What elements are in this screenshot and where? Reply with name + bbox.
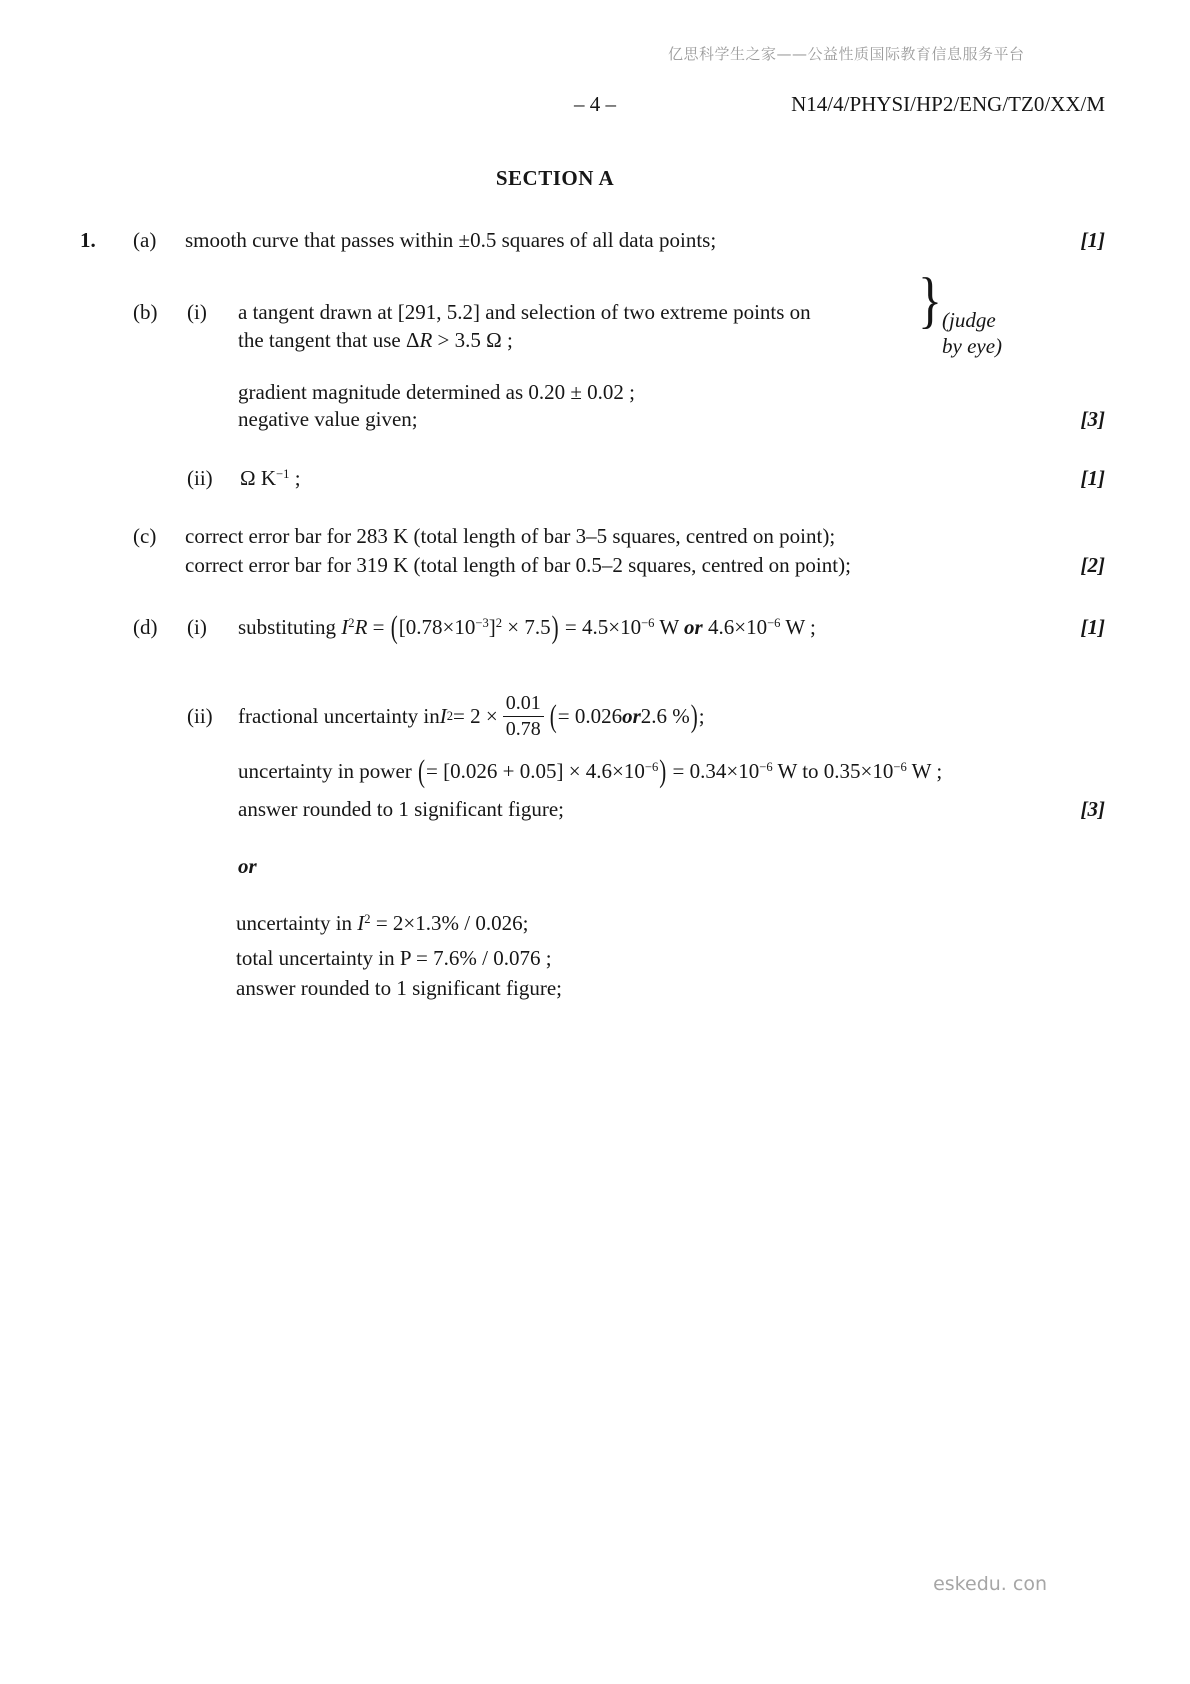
- fraction-numerator: 0.01: [503, 692, 544, 716]
- judge-note-line2: by eye): [942, 334, 1003, 358]
- part-d-label: (d): [133, 615, 158, 639]
- judge-note-line1: (judge: [942, 308, 996, 332]
- part-b-i-line1-row: [0, 298, 1190, 326]
- mark-d-ii: [3]: [1080, 797, 1105, 821]
- power-uncertainty-line: uncertainty in power (= $[0.026 + 0.05] \times 4.6\times 10^{-6}) = 0.34\times 10^{-6}$ W to $0.35\times 10^{-6}$ W ;: [238, 757, 942, 785]
- current-variable: I: [357, 911, 365, 935]
- judge-brace: }: [918, 264, 942, 335]
- page-number: – 4 –: [574, 92, 616, 116]
- open-paren: (: [390, 609, 398, 645]
- judge-note: [942, 307, 1002, 359]
- fractional-uncertainty-line: fractional uncertainty in I 2 = 2 × $\frac{0.01}{0.78}$ ( = 0.026 or 2.6 % ) ;: [238, 692, 705, 740]
- unit-answer: Ω $K^{-1}$ ;: [240, 466, 301, 490]
- section-title: SECTION A: [495, 166, 615, 190]
- watermark-text: 亿思科学生之家——公益性质国际教育信息服务平台: [668, 45, 1025, 63]
- alt-uncertainty-line: uncertainty in $I^2 = 2\times 1.3\% / 0.026$;: [236, 911, 529, 935]
- part-c-line2-row: [0, 551, 1190, 579]
- gradient-line: gradient magnitude determined as 0.20 ± 0.02 ;: [238, 380, 636, 404]
- tangent-line-1: a tangent drawn at [291, 5.2] and selection of two extreme points on: [238, 300, 811, 324]
- unit-exponent: −1: [276, 467, 290, 482]
- rounding-line: answer rounded to 1 significant figure;: [238, 797, 564, 821]
- footer-site: eskedu. con: [933, 1573, 1047, 1595]
- resistance-variable: R: [354, 615, 368, 639]
- close-paren: ): [690, 698, 698, 734]
- mark-b-i: [3]: [1080, 407, 1105, 431]
- close-paren: ): [551, 609, 559, 645]
- open-paren: (: [549, 698, 557, 734]
- or-connector: or: [622, 704, 641, 728]
- paper-code: N14/4/PHYSI/HP2/ENG/TZ0/XX/M: [791, 92, 1105, 116]
- alt-line3-row: [0, 974, 1190, 1002]
- error-bar-319-line: correct error bar for 319 K (total length of bar 0.5–2 squares, centred on point);: [185, 553, 851, 577]
- alt-total-uncertainty-line: total uncertainty in P = 7.6% / 0.076 ;: [236, 946, 552, 970]
- resistance-variable: R: [419, 328, 433, 352]
- alt-line1-row: [0, 909, 1190, 937]
- or-connector: or: [684, 615, 703, 639]
- mark-a: [1]: [1080, 228, 1105, 252]
- question-number: 1.: [80, 228, 96, 252]
- part-c-label: (c): [133, 524, 157, 548]
- fraction: [503, 692, 544, 740]
- fraction-denominator: 0.78: [505, 717, 541, 740]
- part-d-ii-line3-row: [0, 795, 1190, 823]
- or-separator-row: [0, 852, 1190, 880]
- current-variable: I: [439, 704, 447, 728]
- negative-value-line: negative value given;: [238, 407, 418, 431]
- part-d-ii-line1-row: [0, 688, 1190, 744]
- error-bar-283-line: correct error bar for 283 K (total length of bar 3–5 squares, centred on point);: [185, 524, 836, 548]
- part-d-ii-label: (ii): [187, 704, 213, 728]
- part-d-i-row: [0, 609, 1190, 645]
- gradient-row: [0, 378, 1190, 406]
- part-b-ii-row: [0, 464, 1190, 492]
- part-c-line1-row: [0, 522, 1190, 550]
- part-b-label: (b): [133, 300, 158, 324]
- part-b-i-label: (i): [187, 300, 207, 324]
- mark-b-ii: [1]: [1080, 466, 1105, 490]
- alt-rounding-line: answer rounded to 1 significant figure;: [236, 976, 562, 1000]
- substitution-line: substituting $I^2R = ([0.78\times 10^{-3}]^2 \times 7.5) = 4.5\times 10^{-6}$ W or $4.6\times 10^{-6}$ W ;: [238, 613, 816, 641]
- delta-symbol: Δ: [405, 328, 420, 352]
- or-separator: or: [238, 854, 257, 878]
- part-a-label: (a): [133, 228, 157, 252]
- negative-value-row: [0, 405, 1190, 433]
- part-a-row: [0, 226, 1190, 254]
- part-d-ii-line2-row: [0, 753, 1190, 789]
- mark-c: [2]: [1080, 553, 1105, 577]
- part-b-ii-label: (ii): [187, 466, 213, 490]
- current-variable: I: [341, 615, 349, 639]
- close-paren: ): [659, 753, 667, 789]
- part-a-text: smooth curve that passes within ±0.5 squares of all data points;: [185, 228, 717, 252]
- tangent-line-2: the tangent that use ΔR > 3.5 Ω ;: [238, 328, 513, 352]
- open-paren: (: [418, 753, 426, 789]
- alt-line2-row: [0, 944, 1190, 972]
- mark-d-i: [1]: [1080, 615, 1105, 639]
- part-b-i-line2-row: [0, 326, 1190, 354]
- part-d-i-label: (i): [187, 615, 207, 639]
